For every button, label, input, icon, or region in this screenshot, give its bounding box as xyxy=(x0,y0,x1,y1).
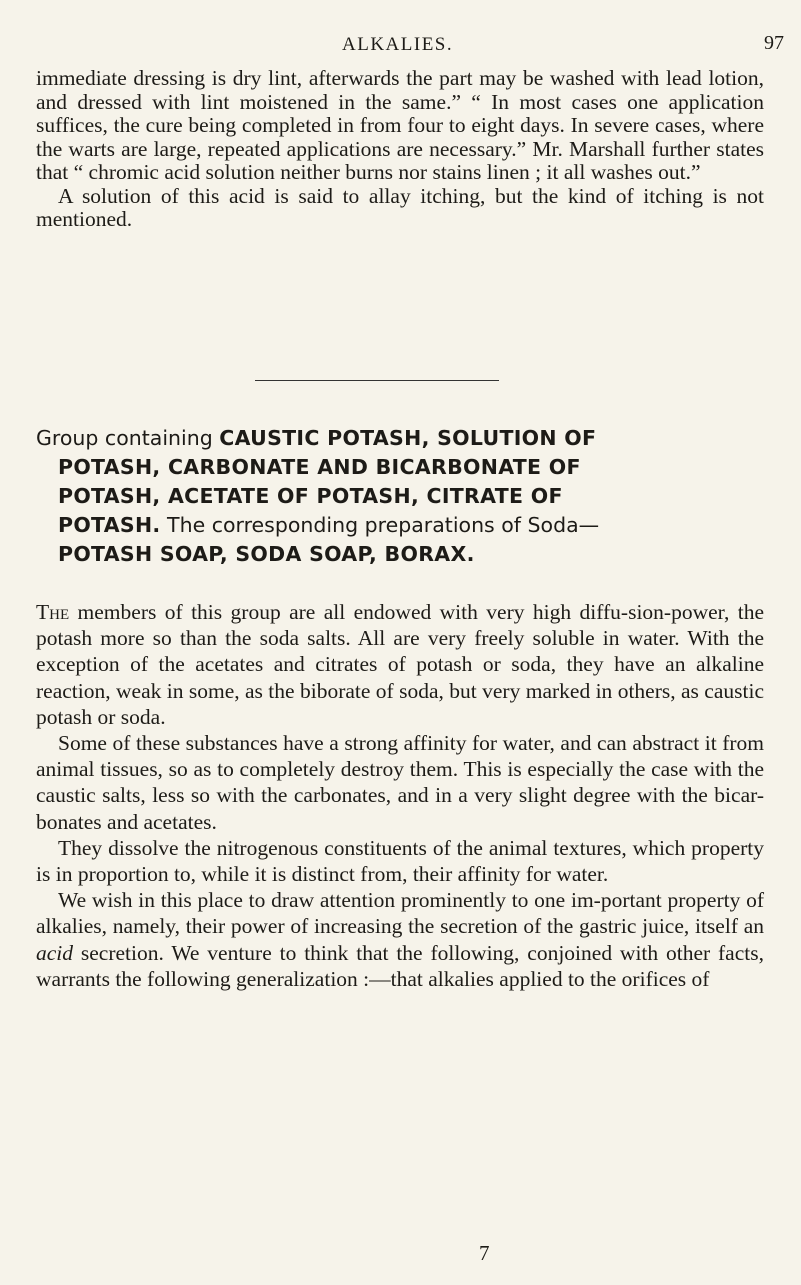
paragraph-affinity: Some of these substances have a strong affinity for water, and can abstract it from animal tissues, so as to completely destroy them. This is especially the case with the caustic salts, less so with the carbonates, and in a very slight degree with the bicar-bonates and acetates. xyxy=(36,731,764,834)
opening-text-block xyxy=(36,67,764,232)
running-head xyxy=(0,28,801,58)
paragraph-continued: immediate dressing is dry lint, afterwards the part may be washed with lead lotion, and dressed with lint moistened in the same.” “ In most cases one application suffices, the cure being completed in from four to eight days. In severe cases, where the warts are large, repeated applications are necessary.” Mr. Marshall further states that “ chromic acid solution neither burns nor stains linen ; it all washes out.” xyxy=(36,66,764,184)
italic-term: acid xyxy=(36,940,74,965)
page-number: 97 xyxy=(764,32,784,54)
heading-lead-text: Group containing xyxy=(36,426,220,450)
heading-caps-text: CAUSTIC POTASH, SOLUTION OF xyxy=(219,426,597,450)
heading-regular-text: The corresponding preparations of Soda— xyxy=(160,513,600,537)
paragraph-body: We wish in this place to draw attention prominently to one im-portant property of alkalies, namely, their power of increasing the secretion of the gastric juice, itself an xyxy=(36,888,764,939)
running-head-title: ALKALIES. xyxy=(342,34,454,55)
paragraph-nitrogenous: They dissolve the nitrogenous constituents of the animal textures, which property is in proportion to, while it is distinct from, their affinity for water. xyxy=(36,835,764,887)
paragraph-body: members of this group are all endowed with very high diffu-sion-power, the potash more so than the soda salts. All are very freely soluble in water. With the exception of the acetates and citrates of potash or soda, they have an alkaline reaction, weak in some, as the biborate of soda, but very marked in others, as caustic potash or soda. xyxy=(36,600,764,729)
paragraph-gastric xyxy=(36,887,764,992)
main-text-block xyxy=(36,599,764,992)
heading-line-2: POTASH, CARBONATE AND BICARBONATE OF xyxy=(58,455,581,479)
heading-line-1 xyxy=(36,424,764,453)
heading-line-4 xyxy=(36,511,764,540)
paragraph-body-end: secretion. We venture to think that the following, conjoined with other facts, warrants the following generalization :—that alkalies applied to the orifices of xyxy=(36,940,764,991)
section-divider xyxy=(255,380,499,381)
heading-line-3: POTASH, ACETATE OF POTASH, CITRATE OF xyxy=(58,484,563,508)
paragraph-diffusion xyxy=(36,599,764,730)
heading-line-5: POTASH SOAP, SODA SOAP, BORAX. xyxy=(58,542,475,566)
heading-caps-text: POTASH. xyxy=(58,513,161,537)
paragraph-lead-word: The xyxy=(36,600,70,624)
signature-mark: 7 xyxy=(479,1241,490,1265)
section-heading xyxy=(36,424,764,569)
paragraph-itching: A solution of this acid is said to allay itching, but the kind of itching is not mentioned. xyxy=(36,183,764,231)
